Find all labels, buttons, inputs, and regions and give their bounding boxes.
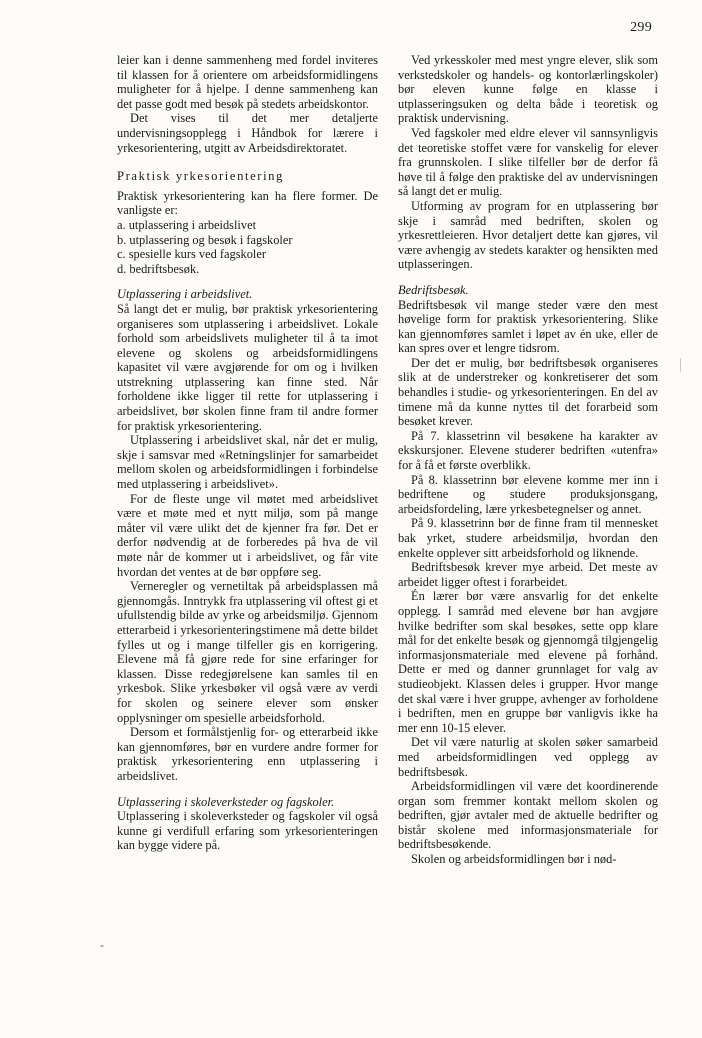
paragraph: Det vises til det mer detaljerte undervisningsopplegg i Håndbok for lærere i yrkesorientering, utgitt av Arbeidsdirektoratet.	[117, 111, 378, 155]
list-item: a. utplassering i arbeidslivet	[117, 217, 257, 232]
list-item: b. utplassering og besøk i fagskoler	[117, 232, 293, 247]
subheading: Utplassering i skoleverksteder og fagskoler.	[117, 794, 335, 809]
paragraph: Verneregler og vernetiltak på arbeidsplassen må gjennomgås. Inntrykk fra utplassering vil oftest gi et ufullstendig bilde av yrke og arbeidsmiljø. Gjennom etterarbeid i yrkesorienteringstimene må dette bildet fylles ut og i mange tilfeller gis en korrigering. Elevene må få gjøre rede for sine erfaringer for klassen. Disse redegjørelsene kan samles til en yrkesbok. Slike yrkesbøker vil også være av verdi for skolen og seinere elever som ønsker opplysninger om spesielle arbeidsforhold.	[117, 579, 378, 725]
paragraph: Én lærer bør være ansvarlig for det enkelte opplegg. I samråd med elevene bør han avgjøre hvilke bedrifter som skal besøkes, sette opp klare mål for det enkelte besøk og gjennomgå tilgjengelig informasjonsmateriale med elevene på forhånd. Dette er med og danner grunnlaget for valg av studieobjekt. Klassen deles i grupper. Hvor mange det skal være i hver gruppe, avhenger av forholdene i bedriften, men en gruppe bør vanligvis ikke ha mer enn 10-15 elever.	[398, 589, 658, 735]
list-item: c. spesielle kurs ved fagskoler	[117, 247, 266, 262]
paragraph: Utplassering i skoleverksteder og fagskoler vil også kunne gi verdifull erfaring som yrkesorienteringen kan bygge videre på.	[117, 809, 378, 853]
paragraph: Dersom et formålstjenlig for- og etterarbeid ikke kan gjennomføres, bør en vurdere andre former for praktisk yrkesorientering enn utplassering i arbeidslivet.	[117, 725, 378, 783]
list-item: d. bedriftsbesøk.	[117, 261, 200, 276]
paragraph: På 9. klassetrinn bør de finne fram til mennesket bak yrket, studere arbeidsmiljø, hvordan den enkelte opplever sitt arbeidsforhold og liknende.	[398, 516, 658, 560]
paragraph: På 7. klassetrinn vil besøkene ha karakter av ekskursjoner. Elevene studerer bedriften «utenfra» for å få et første overblikk.	[398, 428, 658, 473]
paragraph: Utforming av program for en utplassering bør skje i samråd med bedriften, skolen og yrkesrettleieren. Hvor detaljert dette kan gjøres, vil være avhengig av stedets karakter og hensikten med utplasseringen.	[398, 198, 658, 272]
options-list	[117, 218, 378, 276]
paragraph: Bedriftsbesøk krever mye arbeid. Det meste av arbeidet ligger oftest i forarbeidet.	[398, 560, 658, 589]
paragraph: For de fleste unge vil møtet med arbeidslivet være et møte med et nytt miljø, som på mange måter vil være ulikt det de kjenner fra før. Det er derfor nødvendig at de forberedes på hva de vil møte når de kommer ut i arbeidslivet, og får vite hvordan det ventes at de bør oppføre seg.	[117, 491, 378, 579]
paragraph: Det vil være naturlig at skolen søker samarbeid med arbeidsformidlingen ved opplegg av bedriftsbesøk.	[398, 735, 658, 779]
pencil-mark	[680, 358, 683, 372]
paragraph: Ved yrkesskoler med mest yngre elever, slik som verkstedskoler og handels- og kontorlærlingskoler) bør eleven kunne følge en klasse i utplasseringsuken og delta både i teoretisk og praktisk undervisning.	[398, 53, 658, 126]
page-number: 299	[630, 20, 652, 35]
left-column	[117, 53, 378, 853]
paragraph: På 8. klassetrinn bør elevene komme mer inn i bedriftene og studere produksjonsgang, arbeidsfordeling, lære yrkesbetegnelser og annet.	[398, 472, 658, 516]
paragraph: Utplassering i arbeidslivet skal, når det er mulig, skje i samsvar med «Retningslinjer for samarbeidet mellom skolen og arbeidsformidlingen i forbindelse med utplassering i arbeidslivet».	[117, 433, 378, 492]
paragraph: Så langt det er mulig, bør praktisk yrkesorientering organiseres som utplassering i arbeidslivet. Lokale forhold som arbeidslivets muligheter til å ta imot elevene og skolens og arbeidsformidlingens kapasitet vil være avgjørende for om og i hvilken utstrekning utplassering kan finne sted. Når forholdene ikke ligger til rette for utplassering i arbeidslivet, bør skolen finne fram til andre former for praktisk yrkesorientering.	[117, 301, 378, 433]
margin-mark: -	[100, 938, 104, 952]
paragraph: Arbeidsformidlingen vil være det koordinerende organ som fremmer kontakt mellom skolen og bedriften, gjør avtaler med de aktuelle bedrifter og bistår skolene med informasjonsmateriale for bedriftsbesøkende.	[398, 779, 658, 852]
section-heading: Praktisk yrkesorientering	[117, 169, 284, 184]
paragraph: Ved fagskoler med eldre elever vil sannsynligvis det teoretiske stoffet være for vanskelig for elever fra grunnskolen. I slike tilfeller bør de derfor få høve til å følge den praktiske del av undervisningen så langt det er mulig.	[398, 125, 658, 199]
paragraph: Skolen og arbeidsformidlingen bør i nød-	[411, 852, 617, 867]
paragraph: Praktisk yrkesorientering kan ha flere former. De vanligste er:	[117, 188, 378, 218]
subheading: Utplassering i arbeidslivet.	[117, 287, 253, 302]
paragraph: leier kan i denne sammenheng med fordel inviteres til klassen for å orientere om arbeidsformidlingens muligheter for å hjelpe. I denne sammenheng kan det passe godt med besøk på stedets arbeidskontor.	[117, 53, 378, 111]
right-column	[398, 53, 658, 867]
subheading: Bedriftsbesøk.	[398, 282, 469, 297]
paragraph: Der det er mulig, bør bedriftsbesøk organiseres slik at de understreker og konkretiserer det som behandles i studie- og yrkesorienteringen. En del av timene må da kunne nyttes til det forarbeid som besøket krever.	[398, 355, 658, 429]
paragraph: Bedriftsbesøk vil mange steder være den mest høvelige form for praktisk yrkesorientering. Slike kan gjennomføres samlet i løpet av én uke, eller de kan spres over et lengre tidsrom.	[398, 297, 658, 356]
